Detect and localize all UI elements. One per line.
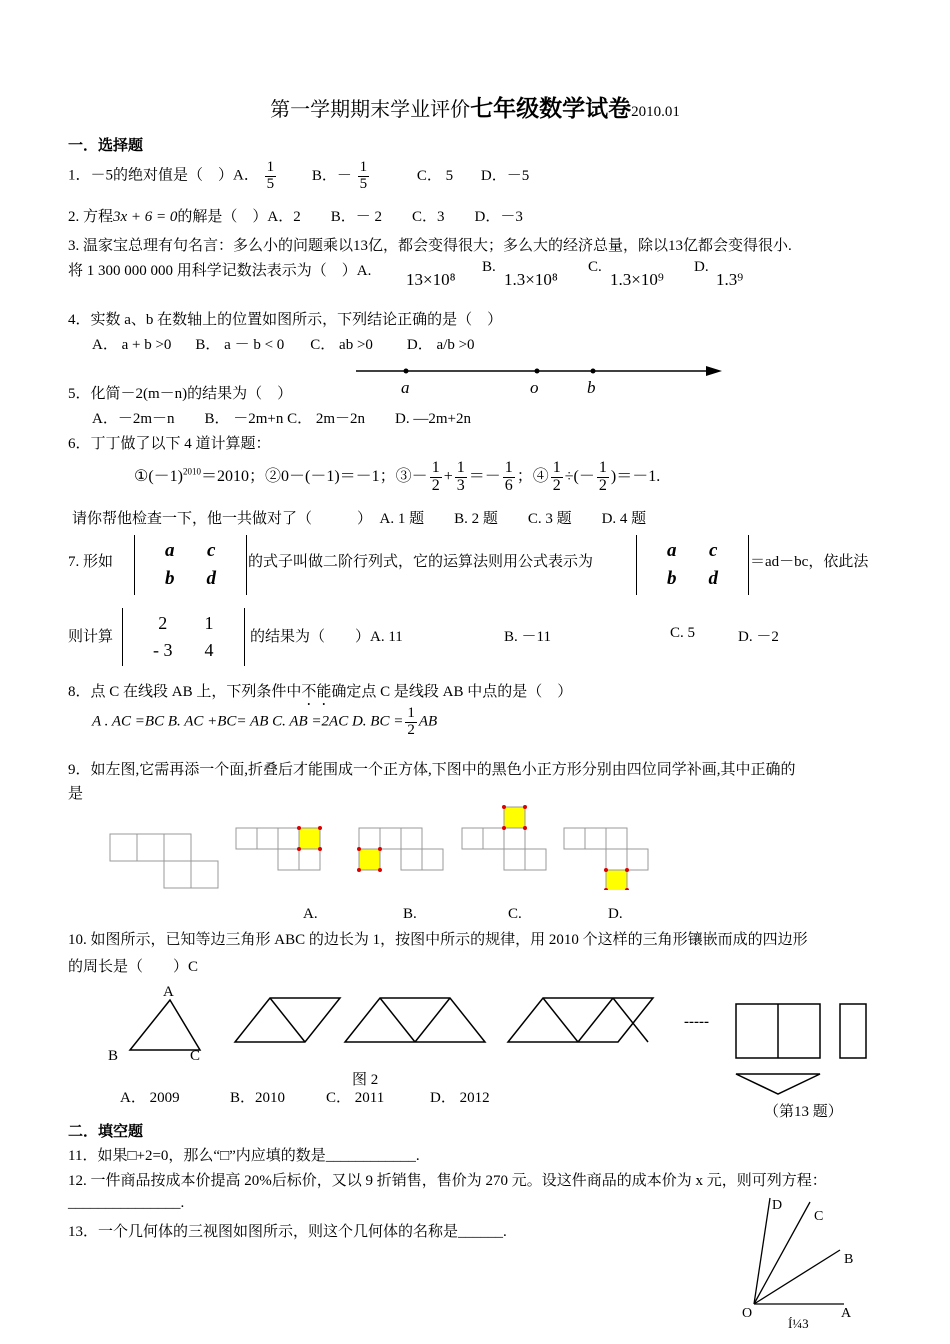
q7-option-b: B. －11 <box>504 629 551 645</box>
question-12-line2: _______________. <box>68 1195 185 1211</box>
triangle-tessellation-figure <box>100 990 880 1100</box>
figure-three-triangles <box>345 998 485 1042</box>
question-7-line2-lead: 则计算 <box>68 629 114 645</box>
q9-label-c: C. <box>508 906 522 922</box>
question-7-line2-rest: 的结果为（ ）A. 11 <box>250 629 403 645</box>
fraction: $\frac{1}{5}$ <box>359 159 368 192</box>
q7-option-d: D. －2 <box>738 629 779 645</box>
net-d-added-square <box>606 870 627 890</box>
question-12-line1: 12. 一件商品按成本价提高 20%后标价，又以 9 折销售，售价为 270 元。设这件商品的成本价为 x 元，则可列方程： <box>68 1173 827 1189</box>
q10-option-d: D． 2012 <box>430 1090 490 1106</box>
triangle-label-b: B <box>108 1048 119 1064</box>
point-b <box>591 369 596 374</box>
continuation-dashes: ----- <box>684 1014 709 1030</box>
question-6-ask: 请你帮他检查一下，他一共做对了（ ） A. 1 题 B. 2 题 C. 3 题 D. 4 题 <box>72 511 647 527</box>
q3-option-c: 1.3×10⁹ <box>610 270 664 289</box>
net-d <box>564 828 648 870</box>
question-7-mid: 的式子叫做二阶行列式，它的运算法则用公式表示为 <box>248 554 594 570</box>
point-a <box>404 369 409 374</box>
question-8-options: A . AC =BC B. AC +BC= AB C. AB =2AC D. BC = $\frac{1}{2}$ AB <box>92 705 438 738</box>
question-1: 1．－5的绝对值是（ ）A． $\frac{1}{5}$ B．－ $\frac{1}{5}$ C． 5 D．－5 <box>68 159 530 192</box>
question-6-items: $①(-1)^{2010}=2010$；②0－(－1)＝－1；③－ $\frac{1}{2}$ + $\frac{1}{3}$ ＝－ $\frac{1}{6}$ ；④ $\frac{1}{2}$ ÷(－ $\frac{1}{2}$ )＝－1. <box>134 459 661 494</box>
ray-ob <box>754 1250 840 1304</box>
question-7-lead: 7. 形如 <box>68 554 114 570</box>
question-5: 5．化简－2(m－n)的结果为（ ） <box>68 386 293 402</box>
q3-option-a: 13×10⁸ <box>406 270 456 289</box>
angle-label-b: B <box>844 1252 854 1267</box>
q9-label-b: B. <box>403 906 417 922</box>
triangle-label-c: C <box>190 1048 201 1064</box>
ray-oc <box>754 1202 810 1304</box>
q10-option-a: A． 2009 <box>120 1090 180 1106</box>
figure-2-label: 图 2 <box>352 1072 379 1088</box>
q13-top-view <box>736 1074 820 1094</box>
angle-label-o: O <box>742 1306 753 1321</box>
title-main: 七年级数学试卷 <box>470 96 632 121</box>
numberline-label-o: o <box>530 378 539 397</box>
fraction: $\frac{1}{5}$ <box>266 159 275 192</box>
q13-figure-caption: （第13 题） <box>764 1104 843 1120</box>
angle-rays-figure <box>740 1190 860 1310</box>
q9-label-a: A. <box>303 906 318 922</box>
angle-label-a: A <box>841 1306 852 1321</box>
question-6: 6．丁丁做了以下 4 道计算题： <box>68 436 271 452</box>
question-8: 8．点 C 在线段 AB 上，下列条件中不能确定点 C 是线段 AB 中点的是（ ） <box>68 684 573 700</box>
question-3-line2: 将 1 300 000 000 用科学记数法表示为（ ）A. <box>68 263 372 279</box>
title-prefix: 第一学期期末学业评价 <box>270 99 471 121</box>
numberline-label-a: a <box>401 378 410 397</box>
section-choice-heading: 一．选择题 <box>68 138 144 154</box>
net-original <box>110 834 218 888</box>
net-b-added-square <box>359 849 380 870</box>
q7-option-c: C. 5 <box>670 625 696 641</box>
triangle-abc <box>130 1000 200 1050</box>
question-2: 2. 方程3x + 6 = 0的解是（ ）A．2 B．－ 2 C．3 D．－3 <box>68 209 523 225</box>
q3-option-d-label: D. <box>694 259 709 275</box>
q3-option-b: 1.3×10⁸ <box>504 270 558 289</box>
question-3-line1: 3. 温家宝总理有句名言：多么小的问题乘以13亿，都会变得很大；多么大的经济总量，除以13亿都会变得很小. <box>68 238 792 254</box>
q3-option-d: 1.3⁹ <box>716 270 744 289</box>
question-5-options: A．－2m－n B． －2m+n C． 2m－2n D. —2m+2n <box>92 411 472 427</box>
cube-nets <box>100 800 660 890</box>
net-a-added-square <box>299 828 320 849</box>
q10-option-c: C． 2011 <box>326 1090 385 1106</box>
question-10-line1: 10. 如图所示，已知等边三角形 ABC 的边长为 1，按图中所示的规律，用 2010 个这样的三角形镶嵌而成的四边形 <box>68 932 808 948</box>
net-c-added-square <box>504 807 525 828</box>
question-9-line2: 是 <box>68 786 84 802</box>
page-title <box>0 90 950 123</box>
question-10-line2: 的周长是（ ）C <box>68 959 199 975</box>
determinant-formula: a c b d <box>636 535 749 595</box>
numberline-label-b: b <box>587 378 596 397</box>
angle-figure-caption: Í¼3 <box>788 1316 809 1331</box>
arrow-icon <box>706 366 722 376</box>
determinant-numeric: 2 1 - 3 4 <box>122 608 245 666</box>
title-date: 2010.01 <box>631 104 680 120</box>
net-c <box>462 828 546 870</box>
q10-option-b: B．2010 <box>230 1090 286 1106</box>
question-7-tail: ＝ad－bc，依此法 <box>750 554 869 570</box>
question-4: 4．实数 a、b 在数轴上的位置如图所示，下列结论正确的是（ ） <box>68 312 503 328</box>
angle-label-d: D <box>772 1198 783 1213</box>
question-9-line1: 9．如左图,它需再添一个面,折叠后才能围成一个正方体,下图中的黑色小正方形分别由四位同学补画,其中正确的 <box>68 762 796 778</box>
q9-label-d: D. <box>608 906 623 922</box>
angle-label-c: C <box>814 1209 824 1224</box>
section-fill-heading: 二．填空题 <box>68 1124 144 1140</box>
question-11: 11．如果□+2=0，那么“□”内应填的数是____________. <box>68 1148 420 1164</box>
question-13: 13．一个几何体的三视图如图所示，则这个几何体的名称是______. <box>68 1224 507 1240</box>
determinant-general: a c b d <box>134 535 247 595</box>
triangle-label-a: A <box>163 984 174 1000</box>
q13-side-view <box>840 1004 866 1058</box>
q3-option-c-label: C. <box>588 259 602 275</box>
question-4-options: A． a + b >0 B． a － b < 0 C． ab >0 D． a/b >0 <box>92 337 475 353</box>
q3-option-b-label: B. <box>482 259 496 275</box>
point-o <box>535 369 540 374</box>
